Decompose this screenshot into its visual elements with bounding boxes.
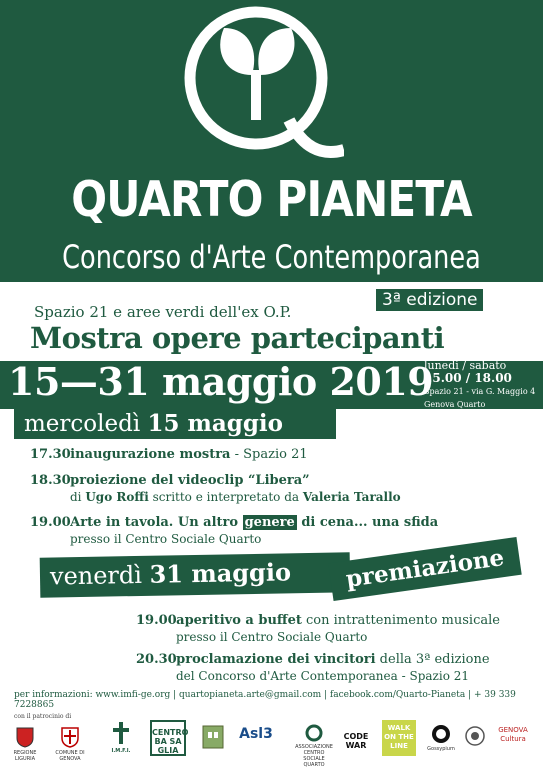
event-detail: - Spazio 21: [230, 447, 308, 462]
logo-label: ASSOCIAZIONE CENTRO SOCIALE QUARTO: [295, 744, 333, 768]
opening-time: 15.00 / 18.00: [424, 371, 512, 385]
event-detail: con intrattenimento musicale: [301, 613, 500, 628]
credits-mid: scritto e interpretato da: [148, 490, 303, 504]
list-item: [30, 515, 438, 547]
logo-label: COMUNE DI GENOVA: [55, 750, 85, 762]
event-time: 19.00: [30, 515, 71, 530]
logo-centro-basaglia: CENTRO BA SA GLIA: [150, 720, 186, 756]
logo-gossypium: [424, 724, 458, 752]
day2-label: [40, 552, 351, 597]
event-title: aperitivo a buffet: [176, 613, 302, 628]
coat-of-arms-icon: [60, 726, 80, 748]
exhibition-dates: 15—31 maggio 2019: [8, 359, 434, 404]
logo-asl3: Asl3: [239, 726, 273, 742]
day1-label: [14, 409, 336, 439]
event-time: 17.30: [30, 447, 71, 462]
event-time: 19.00: [136, 613, 177, 628]
contact-info: per informazioni: www.imfi-ge.org | quartopianeta.arte@gmail.com | facebook.com/Quarto-Pianeta | + 39 339 7228865: [14, 690, 516, 710]
credits-director: Ugo Roffi: [85, 490, 149, 504]
event-title-pre: Arte in tavola. Un altro: [70, 515, 243, 530]
event-detail: della 3ª edizione: [375, 652, 490, 667]
exhibition-headline: Mostra opere partecipanti: [30, 321, 445, 355]
logo-code-war: CODE WAR: [343, 732, 369, 750]
credits-performer: Valeria Tarallo: [302, 490, 401, 504]
sponsor-label: con il patrocinio di: [14, 713, 72, 720]
event-title: proiezione del videoclip “Libera”: [70, 473, 310, 488]
event-title-post: di cena... una sfida: [296, 515, 439, 530]
event-title: inaugurazione mostra: [70, 447, 231, 462]
cotton-icon: [431, 724, 451, 744]
logo-centro-sociale: [294, 724, 334, 768]
circle-logo-icon: [305, 724, 323, 742]
logo-comune-genova: [46, 726, 94, 762]
day2-weekday: venerdì: [49, 560, 143, 591]
sponsor-logos: [10, 720, 540, 766]
day1-weekday: mercoledì: [24, 411, 141, 437]
opening-hours: [424, 359, 535, 411]
list-item: [136, 613, 500, 645]
edition-badge: 3ª edizione: [376, 289, 483, 311]
opening-days: lunedì / sabato: [424, 359, 507, 372]
event-time: 20.30: [136, 652, 177, 667]
venue-text: Spazio 21 e aree verdi dell'ex O.P.: [34, 303, 292, 321]
logo-walk-on-the-line: WALK ON THE LINE: [382, 720, 416, 756]
event-time: 18.30: [30, 473, 71, 488]
shield-icon: [15, 726, 35, 748]
building-icon: [200, 720, 226, 750]
logo-association: [198, 720, 228, 756]
event-subtitle: Concorso d'Arte Contemporanea: [62, 238, 481, 276]
day1-date: 15 maggio: [147, 410, 284, 437]
list-item: [136, 652, 490, 684]
event-location: del Concorso d'Arte Contemporanea - Spazio 21: [176, 669, 469, 683]
event-location: presso il Centro Sociale Quarto: [176, 630, 368, 644]
logo-imfi: [102, 720, 140, 754]
list-item: [30, 473, 401, 505]
event-location: presso il Centro Sociale Quarto: [70, 532, 262, 546]
event-credits: [30, 489, 401, 505]
event-title: proclamazione dei vincitori: [176, 652, 376, 667]
logo-label: Gossypium: [427, 746, 455, 752]
logo-genova-cultura: GENOVA Cultura: [498, 726, 528, 743]
cross-icon: [110, 720, 132, 746]
seal-icon: [465, 726, 485, 746]
opening-area: Genova Quarto: [424, 400, 486, 409]
award-badge: premiazione: [328, 537, 521, 601]
logo-label: REGIONE LIGURIA: [13, 750, 37, 762]
list-item: [30, 447, 308, 463]
logo-regione-liguria: [10, 726, 40, 762]
highlight-word: genere: [244, 515, 295, 530]
logo-seal: [464, 726, 486, 748]
event-title: QUARTO PIANETA: [71, 171, 472, 228]
plant-q-logo-icon: [169, 0, 344, 178]
day2-date: 31 maggio: [149, 557, 292, 589]
logo-label: I.M.F.I.: [111, 748, 131, 754]
opening-place: Spazio 21 - via G. Maggio 4: [424, 387, 536, 396]
credits-pre: di: [70, 490, 86, 504]
